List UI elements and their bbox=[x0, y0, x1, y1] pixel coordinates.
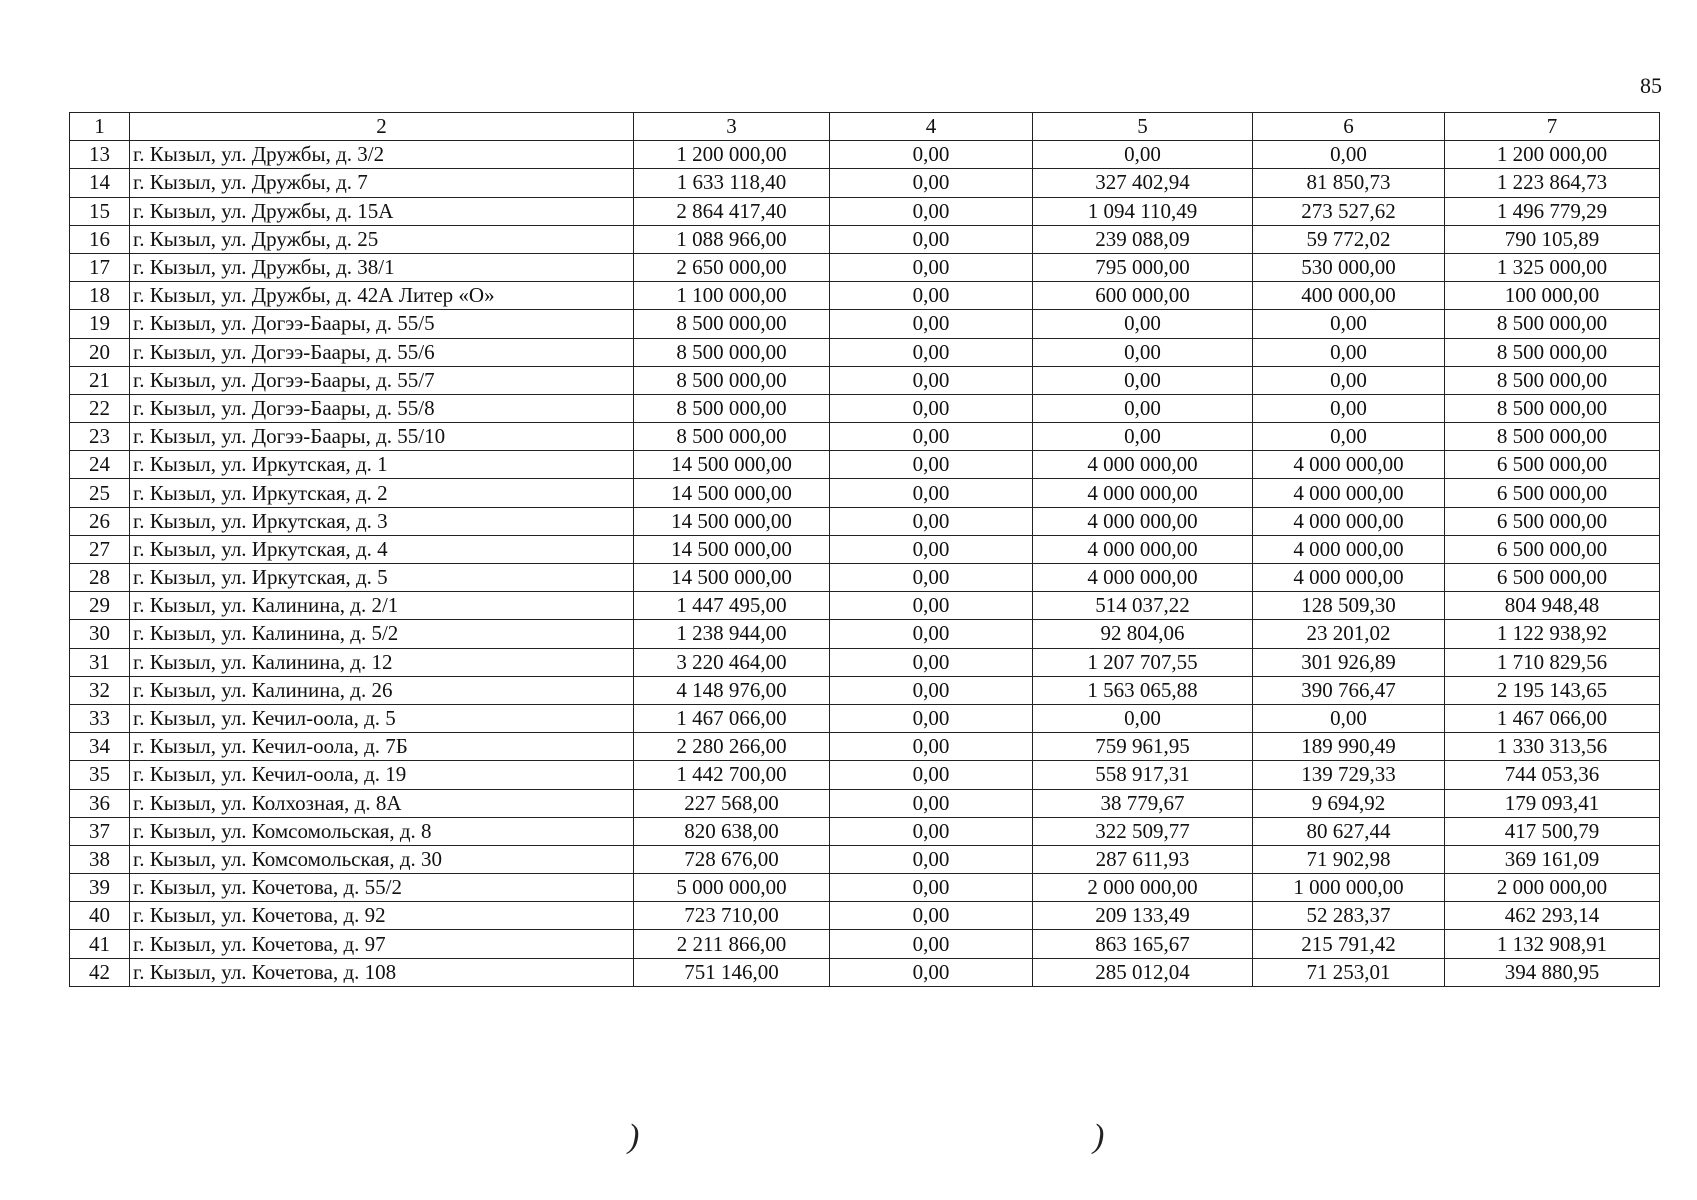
value-cell-col3: 8 500 000,00 bbox=[634, 310, 830, 338]
value-cell-col5: 287 611,93 bbox=[1033, 845, 1253, 873]
address-cell: г. Кызыл, ул. Догээ-Баары, д. 55/10 bbox=[130, 423, 634, 451]
table-row bbox=[70, 789, 1660, 817]
row-number-cell: 22 bbox=[70, 394, 130, 422]
value-cell-col3: 14 500 000,00 bbox=[634, 451, 830, 479]
value-cell-col6: 0,00 bbox=[1253, 338, 1445, 366]
value-cell-col6: 128 509,30 bbox=[1253, 592, 1445, 620]
value-cell-col4: 0,00 bbox=[830, 789, 1033, 817]
value-cell-col3: 728 676,00 bbox=[634, 845, 830, 873]
value-cell-col6: 59 772,02 bbox=[1253, 225, 1445, 253]
value-cell-col5: 4 000 000,00 bbox=[1033, 535, 1253, 563]
row-number-cell: 19 bbox=[70, 310, 130, 338]
value-cell-col7: 1 122 938,92 bbox=[1445, 620, 1660, 648]
row-number-cell: 33 bbox=[70, 704, 130, 732]
row-number-cell: 28 bbox=[70, 564, 130, 592]
value-cell-col6: 390 766,47 bbox=[1253, 676, 1445, 704]
address-cell: г. Кызыл, ул. Комсомольская, д. 8 bbox=[130, 817, 634, 845]
address-cell: г. Кызыл, ул. Дружбы, д. 42А Литер «О» bbox=[130, 282, 634, 310]
table-row bbox=[70, 902, 1660, 930]
value-cell-col7: 2 195 143,65 bbox=[1445, 676, 1660, 704]
column-header: 1 bbox=[70, 113, 130, 141]
value-cell-col5: 0,00 bbox=[1033, 394, 1253, 422]
value-cell-col4: 0,00 bbox=[830, 282, 1033, 310]
value-cell-col3: 2 280 266,00 bbox=[634, 733, 830, 761]
value-cell-col3: 1 442 700,00 bbox=[634, 761, 830, 789]
table-row bbox=[70, 592, 1660, 620]
value-cell-col3: 227 568,00 bbox=[634, 789, 830, 817]
value-cell-col7: 417 500,79 bbox=[1445, 817, 1660, 845]
table-row bbox=[70, 564, 1660, 592]
value-cell-col7: 6 500 000,00 bbox=[1445, 479, 1660, 507]
value-cell-col4: 0,00 bbox=[830, 958, 1033, 986]
value-cell-col7: 8 500 000,00 bbox=[1445, 338, 1660, 366]
value-cell-col5: 759 961,95 bbox=[1033, 733, 1253, 761]
row-number-cell: 15 bbox=[70, 197, 130, 225]
value-cell-col7: 6 500 000,00 bbox=[1445, 535, 1660, 563]
value-cell-col7: 2 000 000,00 bbox=[1445, 874, 1660, 902]
address-cell: г. Кызыл, ул. Дружбы, д. 25 bbox=[130, 225, 634, 253]
value-cell-col4: 0,00 bbox=[830, 620, 1033, 648]
value-cell-col6: 530 000,00 bbox=[1253, 253, 1445, 281]
value-cell-col3: 2 650 000,00 bbox=[634, 253, 830, 281]
row-number-cell: 13 bbox=[70, 141, 130, 169]
value-cell-col5: 209 133,49 bbox=[1033, 902, 1253, 930]
value-cell-col3: 8 500 000,00 bbox=[634, 366, 830, 394]
value-cell-col7: 369 161,09 bbox=[1445, 845, 1660, 873]
value-cell-col7: 1 710 829,56 bbox=[1445, 648, 1660, 676]
value-cell-col5: 2 000 000,00 bbox=[1033, 874, 1253, 902]
value-cell-col3: 14 500 000,00 bbox=[634, 479, 830, 507]
row-number-cell: 17 bbox=[70, 253, 130, 281]
address-cell: г. Кызыл, ул. Догээ-Баары, д. 55/7 bbox=[130, 366, 634, 394]
value-cell-col6: 71 253,01 bbox=[1253, 958, 1445, 986]
row-number-cell: 26 bbox=[70, 507, 130, 535]
header-row bbox=[70, 113, 1660, 141]
value-cell-col7: 8 500 000,00 bbox=[1445, 366, 1660, 394]
value-cell-col5: 0,00 bbox=[1033, 704, 1253, 732]
table-row bbox=[70, 874, 1660, 902]
value-cell-col6: 4 000 000,00 bbox=[1253, 535, 1445, 563]
value-cell-col5: 514 037,22 bbox=[1033, 592, 1253, 620]
value-cell-col3: 1 633 118,40 bbox=[634, 169, 830, 197]
value-cell-col4: 0,00 bbox=[830, 733, 1033, 761]
value-cell-col4: 0,00 bbox=[830, 338, 1033, 366]
value-cell-col7: 8 500 000,00 bbox=[1445, 310, 1660, 338]
row-number-cell: 24 bbox=[70, 451, 130, 479]
value-cell-col5: 558 917,31 bbox=[1033, 761, 1253, 789]
address-cell: г. Кызыл, ул. Калинина, д. 26 bbox=[130, 676, 634, 704]
value-cell-col3: 3 220 464,00 bbox=[634, 648, 830, 676]
value-cell-col7: 804 948,48 bbox=[1445, 592, 1660, 620]
row-number-cell: 16 bbox=[70, 225, 130, 253]
table-row bbox=[70, 197, 1660, 225]
value-cell-col5: 327 402,94 bbox=[1033, 169, 1253, 197]
value-cell-col5: 4 000 000,00 bbox=[1033, 479, 1253, 507]
value-cell-col7: 1 223 864,73 bbox=[1445, 169, 1660, 197]
row-number-cell: 30 bbox=[70, 620, 130, 648]
value-cell-col5: 600 000,00 bbox=[1033, 282, 1253, 310]
value-cell-col4: 0,00 bbox=[830, 423, 1033, 451]
address-cell: г. Кызыл, ул. Кочетова, д. 55/2 bbox=[130, 874, 634, 902]
value-cell-col5: 0,00 bbox=[1033, 338, 1253, 366]
row-number-cell: 14 bbox=[70, 169, 130, 197]
value-cell-col3: 1 088 966,00 bbox=[634, 225, 830, 253]
table-row bbox=[70, 394, 1660, 422]
value-cell-col4: 0,00 bbox=[830, 141, 1033, 169]
value-cell-col5: 795 000,00 bbox=[1033, 253, 1253, 281]
table-row bbox=[70, 620, 1660, 648]
address-cell: г. Кызыл, ул. Дружбы, д. 38/1 bbox=[130, 253, 634, 281]
value-cell-col4: 0,00 bbox=[830, 507, 1033, 535]
value-cell-col6: 80 627,44 bbox=[1253, 817, 1445, 845]
value-cell-col7: 394 880,95 bbox=[1445, 958, 1660, 986]
value-cell-col3: 723 710,00 bbox=[634, 902, 830, 930]
value-cell-col3: 8 500 000,00 bbox=[634, 338, 830, 366]
handwritten-mark: ) bbox=[628, 1118, 640, 1155]
value-cell-col6: 81 850,73 bbox=[1253, 169, 1445, 197]
value-cell-col4: 0,00 bbox=[830, 761, 1033, 789]
row-number-cell: 25 bbox=[70, 479, 130, 507]
column-header: 6 bbox=[1253, 113, 1445, 141]
value-cell-col3: 1 200 000,00 bbox=[634, 141, 830, 169]
value-cell-col5: 4 000 000,00 bbox=[1033, 451, 1253, 479]
value-cell-col7: 1 132 908,91 bbox=[1445, 930, 1660, 958]
value-cell-col6: 9 694,92 bbox=[1253, 789, 1445, 817]
value-cell-col4: 0,00 bbox=[830, 648, 1033, 676]
address-cell: г. Кызыл, ул. Калинина, д. 2/1 bbox=[130, 592, 634, 620]
value-cell-col7: 179 093,41 bbox=[1445, 789, 1660, 817]
address-cell: г. Кызыл, ул. Дружбы, д. 15А bbox=[130, 197, 634, 225]
table-row bbox=[70, 169, 1660, 197]
data-table bbox=[69, 112, 1660, 987]
value-cell-col3: 820 638,00 bbox=[634, 817, 830, 845]
value-cell-col6: 189 990,49 bbox=[1253, 733, 1445, 761]
table-row bbox=[70, 733, 1660, 761]
value-cell-col4: 0,00 bbox=[830, 930, 1033, 958]
table-row bbox=[70, 366, 1660, 394]
value-cell-col6: 0,00 bbox=[1253, 394, 1445, 422]
table-row bbox=[70, 225, 1660, 253]
column-header: 3 bbox=[634, 113, 830, 141]
row-number-cell: 18 bbox=[70, 282, 130, 310]
value-cell-col3: 1 238 944,00 bbox=[634, 620, 830, 648]
value-cell-col5: 38 779,67 bbox=[1033, 789, 1253, 817]
value-cell-col4: 0,00 bbox=[830, 253, 1033, 281]
value-cell-col7: 1 325 000,00 bbox=[1445, 253, 1660, 281]
address-cell: г. Кызыл, ул. Иркутская, д. 1 bbox=[130, 451, 634, 479]
value-cell-col3: 8 500 000,00 bbox=[634, 394, 830, 422]
value-cell-col3: 751 146,00 bbox=[634, 958, 830, 986]
value-cell-col4: 0,00 bbox=[830, 169, 1033, 197]
value-cell-col7: 462 293,14 bbox=[1445, 902, 1660, 930]
table-row bbox=[70, 535, 1660, 563]
value-cell-col4: 0,00 bbox=[830, 225, 1033, 253]
value-cell-col4: 0,00 bbox=[830, 874, 1033, 902]
value-cell-col3: 5 000 000,00 bbox=[634, 874, 830, 902]
value-cell-col5: 0,00 bbox=[1033, 141, 1253, 169]
table-row bbox=[70, 930, 1660, 958]
address-cell: г. Кызыл, ул. Догээ-Баары, д. 55/5 bbox=[130, 310, 634, 338]
value-cell-col6: 215 791,42 bbox=[1253, 930, 1445, 958]
address-cell: г. Кызыл, ул. Калинина, д. 5/2 bbox=[130, 620, 634, 648]
value-cell-col4: 0,00 bbox=[830, 535, 1033, 563]
value-cell-col6: 400 000,00 bbox=[1253, 282, 1445, 310]
address-cell: г. Кызыл, ул. Догээ-Баары, д. 55/6 bbox=[130, 338, 634, 366]
value-cell-col7: 744 053,36 bbox=[1445, 761, 1660, 789]
table-row bbox=[70, 451, 1660, 479]
value-cell-col6: 0,00 bbox=[1253, 704, 1445, 732]
value-cell-col6: 0,00 bbox=[1253, 423, 1445, 451]
value-cell-col5: 285 012,04 bbox=[1033, 958, 1253, 986]
address-cell: г. Кызыл, ул. Кочетова, д. 92 bbox=[130, 902, 634, 930]
value-cell-col5: 92 804,06 bbox=[1033, 620, 1253, 648]
row-number-cell: 35 bbox=[70, 761, 130, 789]
value-cell-col3: 1 447 495,00 bbox=[634, 592, 830, 620]
value-cell-col4: 0,00 bbox=[830, 366, 1033, 394]
value-cell-col5: 0,00 bbox=[1033, 423, 1253, 451]
value-cell-col4: 0,00 bbox=[830, 451, 1033, 479]
value-cell-col3: 2 211 866,00 bbox=[634, 930, 830, 958]
value-cell-col7: 1 200 000,00 bbox=[1445, 141, 1660, 169]
value-cell-col3: 14 500 000,00 bbox=[634, 507, 830, 535]
table-row bbox=[70, 141, 1660, 169]
address-cell: г. Кызыл, ул. Кечил-оола, д. 5 bbox=[130, 704, 634, 732]
row-number-cell: 41 bbox=[70, 930, 130, 958]
table-row bbox=[70, 310, 1660, 338]
address-cell: г. Кызыл, ул. Дружбы, д. 3/2 bbox=[130, 141, 634, 169]
table-body bbox=[70, 141, 1660, 987]
value-cell-col6: 1 000 000,00 bbox=[1253, 874, 1445, 902]
value-cell-col4: 0,00 bbox=[830, 592, 1033, 620]
address-cell: г. Кызыл, ул. Колхозная, д. 8А bbox=[130, 789, 634, 817]
value-cell-col3: 4 148 976,00 bbox=[634, 676, 830, 704]
value-cell-col5: 1 094 110,49 bbox=[1033, 197, 1253, 225]
value-cell-col7: 1 467 066,00 bbox=[1445, 704, 1660, 732]
value-cell-col5: 0,00 bbox=[1033, 310, 1253, 338]
table-row bbox=[70, 479, 1660, 507]
value-cell-col6: 23 201,02 bbox=[1253, 620, 1445, 648]
value-cell-col6: 273 527,62 bbox=[1253, 197, 1445, 225]
value-cell-col7: 8 500 000,00 bbox=[1445, 394, 1660, 422]
value-cell-col6: 301 926,89 bbox=[1253, 648, 1445, 676]
address-cell: г. Кызыл, ул. Кочетова, д. 97 bbox=[130, 930, 634, 958]
value-cell-col4: 0,00 bbox=[830, 704, 1033, 732]
address-cell: г. Кызыл, ул. Кочетова, д. 108 bbox=[130, 958, 634, 986]
value-cell-col3: 14 500 000,00 bbox=[634, 564, 830, 592]
row-number-cell: 40 bbox=[70, 902, 130, 930]
table-row bbox=[70, 253, 1660, 281]
row-number-cell: 42 bbox=[70, 958, 130, 986]
row-number-cell: 29 bbox=[70, 592, 130, 620]
value-cell-col6: 4 000 000,00 bbox=[1253, 564, 1445, 592]
value-cell-col3: 1 467 066,00 bbox=[634, 704, 830, 732]
value-cell-col4: 0,00 bbox=[830, 564, 1033, 592]
column-header: 2 bbox=[130, 113, 634, 141]
value-cell-col5: 4 000 000,00 bbox=[1033, 507, 1253, 535]
table-row bbox=[70, 761, 1660, 789]
row-number-cell: 21 bbox=[70, 366, 130, 394]
address-cell: г. Кызыл, ул. Кечил-оола, д. 19 bbox=[130, 761, 634, 789]
table-row bbox=[70, 958, 1660, 986]
value-cell-col4: 0,00 bbox=[830, 676, 1033, 704]
value-cell-col5: 239 088,09 bbox=[1033, 225, 1253, 253]
table-row bbox=[70, 282, 1660, 310]
table-row bbox=[70, 817, 1660, 845]
row-number-cell: 23 bbox=[70, 423, 130, 451]
row-number-cell: 39 bbox=[70, 874, 130, 902]
value-cell-col5: 1 563 065,88 bbox=[1033, 676, 1253, 704]
value-cell-col5: 0,00 bbox=[1033, 366, 1253, 394]
value-cell-col7: 1 330 313,56 bbox=[1445, 733, 1660, 761]
address-cell: г. Кызыл, ул. Догээ-Баары, д. 55/8 bbox=[130, 394, 634, 422]
value-cell-col4: 0,00 bbox=[830, 479, 1033, 507]
table-row bbox=[70, 845, 1660, 873]
row-number-cell: 32 bbox=[70, 676, 130, 704]
value-cell-col4: 0,00 bbox=[830, 817, 1033, 845]
value-cell-col4: 0,00 bbox=[830, 394, 1033, 422]
value-cell-col4: 0,00 bbox=[830, 197, 1033, 225]
address-cell: г. Кызыл, ул. Дружбы, д. 7 bbox=[130, 169, 634, 197]
value-cell-col7: 6 500 000,00 bbox=[1445, 507, 1660, 535]
table-row bbox=[70, 507, 1660, 535]
table-row bbox=[70, 423, 1660, 451]
value-cell-col7: 790 105,89 bbox=[1445, 225, 1660, 253]
table-row bbox=[70, 704, 1660, 732]
address-cell: г. Кызыл, ул. Калинина, д. 12 bbox=[130, 648, 634, 676]
row-number-cell: 36 bbox=[70, 789, 130, 817]
address-cell: г. Кызыл, ул. Кечил-оола, д. 7Б bbox=[130, 733, 634, 761]
value-cell-col3: 1 100 000,00 bbox=[634, 282, 830, 310]
column-header: 5 bbox=[1033, 113, 1253, 141]
column-header: 4 bbox=[830, 113, 1033, 141]
value-cell-col6: 0,00 bbox=[1253, 141, 1445, 169]
value-cell-col7: 6 500 000,00 bbox=[1445, 451, 1660, 479]
value-cell-col7: 6 500 000,00 bbox=[1445, 564, 1660, 592]
row-number-cell: 31 bbox=[70, 648, 130, 676]
value-cell-col6: 4 000 000,00 bbox=[1253, 479, 1445, 507]
row-number-cell: 20 bbox=[70, 338, 130, 366]
value-cell-col5: 863 165,67 bbox=[1033, 930, 1253, 958]
row-number-cell: 38 bbox=[70, 845, 130, 873]
address-cell: г. Кызыл, ул. Иркутская, д. 2 bbox=[130, 479, 634, 507]
value-cell-col3: 8 500 000,00 bbox=[634, 423, 830, 451]
address-cell: г. Кызыл, ул. Иркутская, д. 3 bbox=[130, 507, 634, 535]
row-number-cell: 34 bbox=[70, 733, 130, 761]
value-cell-col6: 71 902,98 bbox=[1253, 845, 1445, 873]
table-row bbox=[70, 338, 1660, 366]
value-cell-col6: 52 283,37 bbox=[1253, 902, 1445, 930]
value-cell-col3: 14 500 000,00 bbox=[634, 535, 830, 563]
value-cell-col5: 322 509,77 bbox=[1033, 817, 1253, 845]
page-number: 85 bbox=[1640, 73, 1662, 98]
table-row bbox=[70, 648, 1660, 676]
table-row bbox=[70, 676, 1660, 704]
value-cell-col4: 0,00 bbox=[830, 310, 1033, 338]
value-cell-col7: 100 000,00 bbox=[1445, 282, 1660, 310]
value-cell-col5: 4 000 000,00 bbox=[1033, 564, 1253, 592]
row-number-cell: 27 bbox=[70, 535, 130, 563]
address-cell: г. Кызыл, ул. Иркутская, д. 4 bbox=[130, 535, 634, 563]
row-number-cell: 37 bbox=[70, 817, 130, 845]
column-header: 7 bbox=[1445, 113, 1660, 141]
value-cell-col6: 0,00 bbox=[1253, 366, 1445, 394]
address-cell: г. Кызыл, ул. Иркутская, д. 5 bbox=[130, 564, 634, 592]
value-cell-col4: 0,00 bbox=[830, 902, 1033, 930]
value-cell-col6: 139 729,33 bbox=[1253, 761, 1445, 789]
value-cell-col4: 0,00 bbox=[830, 845, 1033, 873]
value-cell-col6: 4 000 000,00 bbox=[1253, 451, 1445, 479]
value-cell-col7: 8 500 000,00 bbox=[1445, 423, 1660, 451]
address-cell: г. Кызыл, ул. Комсомольская, д. 30 bbox=[130, 845, 634, 873]
value-cell-col6: 0,00 bbox=[1253, 310, 1445, 338]
value-cell-col5: 1 207 707,55 bbox=[1033, 648, 1253, 676]
handwritten-mark: ) bbox=[1093, 1118, 1105, 1155]
value-cell-col7: 1 496 779,29 bbox=[1445, 197, 1660, 225]
value-cell-col3: 2 864 417,40 bbox=[634, 197, 830, 225]
value-cell-col6: 4 000 000,00 bbox=[1253, 507, 1445, 535]
